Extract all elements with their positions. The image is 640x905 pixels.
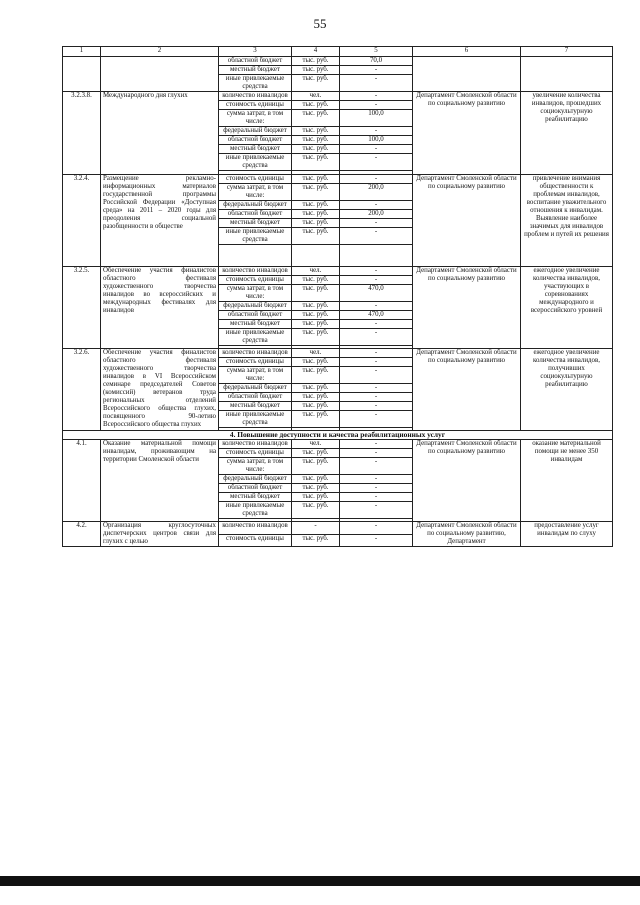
cell-executor: Департамент Смоленской области по социальному развитию [413, 267, 521, 349]
cell-result: привлечение внимания общественности к проблемам инвалидов, воспитание уважительного отношения к инвалидам. Выявление наиболее значимых для инвалидов проблем и путей их решения [521, 175, 613, 267]
indicator-label: иные привлекаемые средства [219, 228, 292, 245]
cell-num: 3.2.4. [63, 175, 101, 267]
value-cell: - [340, 458, 413, 475]
value-cell: - [340, 393, 413, 402]
cell-title: Обеспечение участия финалистов областного фестиваля художественного творчества инвалидов во всероссийских и международных фестивалях для инвалидов [101, 267, 219, 349]
value-cell: - [340, 92, 413, 101]
value-cell: - [340, 411, 413, 428]
table-row [63, 522, 613, 535]
indicator-label: иные привлекаемые средства [219, 75, 292, 92]
unit-cell: тыс. руб. [292, 285, 340, 302]
unit-cell: тыс. руб. [292, 154, 340, 171]
unit-cell: тыс. руб. [292, 57, 340, 66]
unit-cell: тыс. руб. [292, 110, 340, 127]
cell-executor: Департамент Смоленской области по социальному развитию [413, 92, 521, 175]
indicator-label: сумма затрат, в том числе: [219, 110, 292, 127]
program-measures-table [62, 46, 613, 547]
indicator-label: местный бюджет [219, 219, 292, 228]
cell-executor: Департамент Смоленской области по социальному развитию [413, 440, 521, 522]
unit-cell: тыс. руб. [292, 276, 340, 285]
indicator-label: областной бюджет [219, 136, 292, 145]
value-cell: - [340, 145, 413, 154]
col-header: 2 [101, 47, 219, 57]
value-cell: 470,0 [340, 285, 413, 302]
cell-result: увеличение количества инвалидов, прошедших социокультурную реабилитацию [521, 92, 613, 175]
indicator-label: иные привлекаемые средства [219, 329, 292, 346]
unit-cell: тыс. руб. [292, 484, 340, 493]
unit-cell: чел. [292, 92, 340, 101]
col-header: 4 [292, 47, 340, 57]
unit-cell: тыс. руб. [292, 210, 340, 219]
unit-cell: тыс. руб. [292, 302, 340, 311]
cell-executor [413, 57, 521, 92]
indicator-label: количество инвалидов [219, 440, 292, 449]
indicator-label: иные привлекаемые средства [219, 502, 292, 519]
unit-cell: тыс. руб. [292, 184, 340, 201]
page-number: 55 [313, 16, 327, 31]
cell-title: Размещение рекламно-информационных материалов государственной программы Российской Федерации «Доступная среда» на 2011 – 2020 годы для преодоления социальной разобщенности в обществе [101, 175, 219, 267]
unit-cell: тыс. руб. [292, 475, 340, 484]
scan-edge-bar [0, 876, 640, 886]
unit-cell: тыс. руб. [292, 201, 340, 210]
cell-executor: Департамент Смоленской области по социальному развитию, Департамент [413, 522, 521, 547]
indicator-label: федеральный бюджет [219, 302, 292, 311]
unit-cell: тыс. руб. [292, 502, 340, 519]
table-row [63, 267, 613, 276]
table-row [63, 440, 613, 449]
value-cell: - [340, 201, 413, 210]
cell-num: 3.2.3.8. [63, 92, 101, 175]
value-cell: - [340, 358, 413, 367]
value-cell: - [340, 534, 413, 547]
value-cell: - [340, 101, 413, 110]
value-cell: - [340, 66, 413, 75]
indicator-label: федеральный бюджет [219, 127, 292, 136]
indicator-label: количество инвалидов [219, 349, 292, 358]
cell-num: 3.2.5. [63, 267, 101, 349]
table-row [63, 57, 613, 66]
cell-executor: Департамент Смоленской области по социальному развитию [413, 175, 521, 267]
indicator-label: областной бюджет [219, 484, 292, 493]
unit-cell: тыс. руб. [292, 66, 340, 75]
unit-cell: тыс. руб. [292, 136, 340, 145]
indicator-label: количество инвалидов [219, 92, 292, 101]
unit-cell: тыс. руб. [292, 367, 340, 384]
value-cell: - [340, 349, 413, 358]
table-row [63, 349, 613, 358]
indicator-label: сумма затрат, в том числе: [219, 458, 292, 475]
unit-cell: - [292, 522, 340, 535]
indicator-label: сумма затрат, в том числе: [219, 184, 292, 201]
table-row [63, 92, 613, 101]
value-cell: - [340, 502, 413, 519]
unit-cell: тыс. руб. [292, 127, 340, 136]
value-cell: - [340, 267, 413, 276]
value-cell: 100,0 [340, 110, 413, 127]
indicator-label: стоимость единицы [219, 358, 292, 367]
table-row [63, 175, 613, 184]
unit-cell: чел. [292, 267, 340, 276]
value-cell: - [340, 402, 413, 411]
cell-result: ежегодное увеличение количества инвалидов, участвующих в соревнованиях международного и всероссийского уровней [521, 267, 613, 349]
indicator-label: местный бюджет [219, 402, 292, 411]
unit-cell: тыс. руб. [292, 358, 340, 367]
col-header: 5 [340, 47, 413, 57]
indicator-label: федеральный бюджет [219, 201, 292, 210]
unit-cell: чел. [292, 349, 340, 358]
indicator-label: количество инвалидов [219, 267, 292, 276]
unit-cell: тыс. руб. [292, 329, 340, 346]
unit-cell: тыс. руб. [292, 101, 340, 110]
indicator-label: иные привлекаемые средства [219, 154, 292, 171]
cell-executor: Департамент Смоленской области по социальному развитию [413, 349, 521, 431]
cell-num: 4.1. [63, 440, 101, 522]
indicator-label: областной бюджет [219, 393, 292, 402]
cell-title: Обеспечение участия финалистов областного фестиваля художественного творчества инвалидов в VI Всероссийском семинаре председателей Советов (комиссий) ветеранов труда региональных отделений Всероссийского общества глухих, посвященного 90-летию Всероссийского общества глухих [101, 349, 219, 431]
indicator-label: федеральный бюджет [219, 475, 292, 484]
cell-num: 4.2. [63, 522, 101, 547]
unit-cell: тыс. руб. [292, 384, 340, 393]
value-cell: - [340, 475, 413, 484]
value-cell: - [340, 75, 413, 92]
col-header: 1 [63, 47, 101, 57]
indicator-label: федеральный бюджет [219, 384, 292, 393]
table-header-row [63, 47, 613, 57]
unit-cell: тыс. руб. [292, 449, 340, 458]
unit-cell: тыс. руб. [292, 145, 340, 154]
section-title: 4. Повышение доступности и качества реабилитационных услуг [63, 431, 613, 440]
unit-cell: тыс. руб. [292, 75, 340, 92]
cell-result: ежегодное увеличение количества инвалидов, получивших социокультурную реабилитацию [521, 349, 613, 431]
value-cell: 470,0 [340, 311, 413, 320]
value-cell: 200,0 [340, 184, 413, 201]
unit-cell: тыс. руб. [292, 175, 340, 184]
unit-cell: тыс. руб. [292, 411, 340, 428]
value-cell: - [340, 384, 413, 393]
indicator-label: стоимость единицы [219, 276, 292, 285]
cell-result: предоставление услуг инвалидам по слуху [521, 522, 613, 547]
unit-cell: тыс. руб. [292, 228, 340, 245]
unit-cell: тыс. руб. [292, 320, 340, 329]
value-cell: - [340, 493, 413, 502]
col-header: 7 [521, 47, 613, 57]
indicator-label: стоимость единицы [219, 101, 292, 110]
indicator-label: стоимость единицы [219, 175, 292, 184]
col-header: 3 [219, 47, 292, 57]
indicator-label: местный бюджет [219, 493, 292, 502]
value-cell: 200,0 [340, 210, 413, 219]
unit-cell: тыс. руб. [292, 219, 340, 228]
value-cell: - [340, 175, 413, 184]
value-cell: - [340, 449, 413, 458]
cell-result [521, 57, 613, 92]
indicator-label: областной бюджет [219, 210, 292, 219]
cell-title: Международного дня глухих [101, 92, 219, 175]
unit-cell: тыс. руб. [292, 493, 340, 502]
value-cell: - [340, 440, 413, 449]
cell-title [101, 57, 219, 92]
value-cell: - [340, 219, 413, 228]
cell-title: Организация круглосуточных диспетчерских центров связи для глухих с целью [101, 522, 219, 547]
cell-num [63, 57, 101, 92]
col-header: 6 [413, 47, 521, 57]
unit-cell: чел. [292, 440, 340, 449]
section-header-row [63, 431, 613, 440]
value-cell: - [340, 329, 413, 346]
cell-result: оказание материальной помощи не менее 350 инвалидам [521, 440, 613, 522]
value-cell: - [340, 127, 413, 136]
unit-cell: тыс. руб. [292, 402, 340, 411]
value-cell: - [340, 302, 413, 311]
value-cell: - [340, 522, 413, 535]
value-cell: - [340, 276, 413, 285]
indicator-label: областной бюджет [219, 57, 292, 66]
value-cell: - [340, 228, 413, 245]
value-cell: - [340, 320, 413, 329]
cell-num: 3.2.6. [63, 349, 101, 431]
value-cell: 100,0 [340, 136, 413, 145]
value-cell: 70,0 [340, 57, 413, 66]
value-cell: - [340, 154, 413, 171]
value-cell: - [340, 367, 413, 384]
indicator-label: местный бюджет [219, 145, 292, 154]
indicator-label: количество инвалидов [219, 522, 292, 535]
indicator-label: местный бюджет [219, 320, 292, 329]
unit-cell: тыс. руб. [292, 311, 340, 320]
indicator-label: сумма затрат, в том числе: [219, 367, 292, 384]
unit-cell: тыс. руб. [292, 458, 340, 475]
value-cell: - [340, 484, 413, 493]
cell-title: Оказание материальной помощи инвалидам, проживающим на территории Смоленской области [101, 440, 219, 522]
indicator-label: иные привлекаемые средства [219, 411, 292, 428]
indicator-label: областной бюджет [219, 311, 292, 320]
indicator-label: стоимость единицы [219, 534, 292, 547]
unit-cell: тыс. руб. [292, 534, 340, 547]
indicator-label: стоимость единицы [219, 449, 292, 458]
indicator-label: местный бюджет [219, 66, 292, 75]
unit-cell: тыс. руб. [292, 393, 340, 402]
indicator-label: сумма затрат, в том числе: [219, 285, 292, 302]
